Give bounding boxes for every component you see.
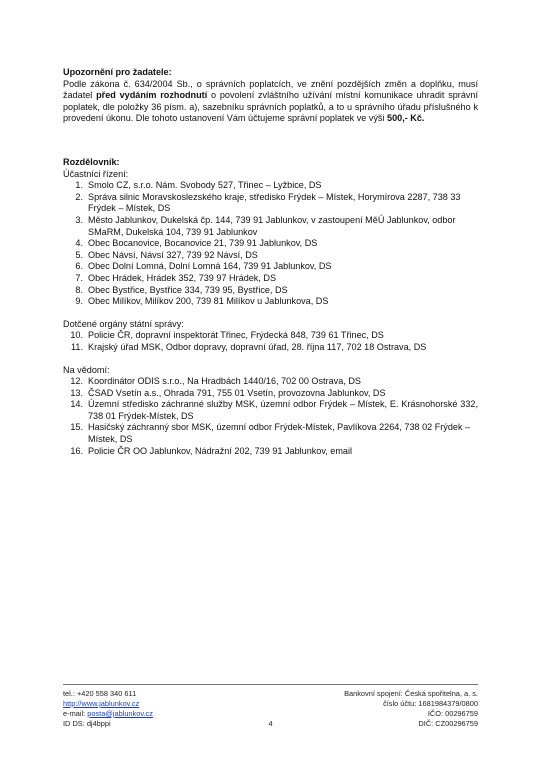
item-text: Obec Hrádek, Hrádek 352, 739 97 Hrádek, DS xyxy=(88,272,277,283)
group-participants xyxy=(63,169,478,308)
item-number: 2. xyxy=(75,191,83,202)
item-text: Správa silnic Moravskoslezského kraje, středisko Frýdek – Místek, Horymírova 2287, 738 33 Frýdek – Místek, DS xyxy=(88,191,461,214)
list-item xyxy=(67,261,478,273)
item-text: Územní středisko záchranné služby MSK, územní odbor Frýdek – Místek, E. Krásnohorské 332, 738 01 Frýdek-Místek, DS xyxy=(88,399,478,421)
notice-emphasis: před vydáním rozhodnutí xyxy=(96,90,208,101)
footer-dic: DIČ: CZ00296759 xyxy=(418,719,478,728)
website-link[interactable]: http://www.jablunkov.cz xyxy=(63,699,140,708)
list-item xyxy=(67,446,478,458)
item-text: ČSAD Vsetín a.s., Ohrada 791, 755 01 Vsetín, provozovna Jablunkov, DS xyxy=(88,387,386,398)
notice-text-1: Podle zákona č. 634/2004 Sb., o správních poplatcích, ve znění pozdějších změn a doplňku, musí žadatel xyxy=(63,78,478,101)
list-item xyxy=(67,376,478,388)
email-link[interactable]: posta@jablunkov.cz xyxy=(87,709,153,718)
item-number: 16. xyxy=(70,445,83,456)
item-number: 6. xyxy=(75,261,83,272)
item-text: Krajský úřad MSK, Odbor dopravy, dopravní úřad, 28. října 117, 702 18 Ostrava, DS xyxy=(88,341,427,352)
list-item xyxy=(67,330,478,342)
item-text: Hasičský záchranný sbor MSK, územní odbor Frýdek-Místek, Pavlíkova 2264, 738 02 Frýdek – Místek, DS xyxy=(88,422,471,445)
list-item xyxy=(67,422,478,445)
group-list xyxy=(63,330,478,353)
group-title: Účastníci řízení: xyxy=(63,168,129,179)
item-number: 15. xyxy=(70,422,83,433)
item-text: Obec Dolní Lomná, Dolní Lomná 164, 739 91 Jablunkov, DS xyxy=(88,261,332,272)
item-text: Smolo CZ, s.r.o. Nám. Svobody 527, Třinec – Lyžbice, DS xyxy=(88,180,322,191)
group-list xyxy=(63,376,478,457)
group-authorities xyxy=(63,319,478,354)
list-item xyxy=(67,296,478,308)
list-item xyxy=(67,215,478,238)
notice-section xyxy=(63,67,478,125)
group-title: Dotčené orgány státní správy: xyxy=(63,318,184,329)
list-item xyxy=(67,180,478,192)
list-item xyxy=(67,273,478,285)
list-item xyxy=(67,238,478,250)
list-item xyxy=(67,192,478,215)
item-text: Město Jablunkov, Dukelská čp. 144, 739 91 Jablunkov, v zastoupení MěÚ Jablunkov, odbor SMaRM, Dukelská 104, 739 91 Jablunkov xyxy=(88,214,456,237)
distribution-heading: Rozdělovník: xyxy=(63,157,120,167)
list-item xyxy=(67,250,478,262)
group-list xyxy=(63,180,478,308)
item-number: 11. xyxy=(71,341,83,352)
item-text: Policie ČR, dopravní inspektorát Třinec, Frýdecká 848, 739 61 Třinec, DS xyxy=(88,330,384,341)
item-number: 8. xyxy=(75,284,83,295)
notice-paragraph xyxy=(63,79,478,125)
item-number: 7. xyxy=(75,272,83,283)
footer-data-box-id: ID DS: dj4bppi xyxy=(63,719,111,728)
item-number: 12. xyxy=(70,376,83,387)
fee-amount: 500,- Kč. xyxy=(387,113,425,124)
list-item xyxy=(67,342,478,354)
email-label: e-mail: xyxy=(63,709,88,718)
footer-email xyxy=(63,709,153,719)
group-for-information xyxy=(63,365,478,458)
item-number: 13. xyxy=(70,387,83,398)
item-text: Obec Bocanovice, Bocanovice 21, 739 91 Jablunkov, DS xyxy=(88,238,318,249)
item-number: 1. xyxy=(75,180,83,191)
footer xyxy=(63,689,478,729)
list-item xyxy=(67,388,478,400)
footer-phone: tel.: +420 558 340 611 xyxy=(63,689,137,698)
list-item xyxy=(67,285,478,297)
item-number: 10. xyxy=(70,330,83,341)
page-number: 4 xyxy=(268,719,273,728)
item-number: 9. xyxy=(75,296,83,307)
item-number: 5. xyxy=(75,249,83,260)
item-number: 3. xyxy=(75,214,83,225)
notice-text-2: o povolení zvláštního užívání místní komunikace uhradit správní poplatek, dle položky 36 písm. a), sazebníku správních poplatků, a to u správního úřadu příslušného k provedení úkonu. Dle tohoto ustanovení Vám účtujeme správní poplatek ve výši xyxy=(63,90,479,124)
distribution-section xyxy=(63,157,478,457)
notice-heading: Upozornění pro žadatele: xyxy=(63,67,172,77)
item-text: Obec Milíkov, Milíkov 200, 739 81 Milíkov u Jablunkova, DS xyxy=(88,296,329,307)
item-text: Obec Návsí, Návsí 327, 739 92 Návsí, DS xyxy=(88,249,258,260)
item-number: 4. xyxy=(75,238,83,249)
list-item xyxy=(67,399,478,422)
footer-bank: Bankovní spojení: Česká spořitelna, a. s. xyxy=(344,689,478,698)
item-text: Policie ČR OO Jablunkov, Nádražní 202, 739 91 Jablunkov, email xyxy=(88,445,353,456)
group-title: Na vědomí: xyxy=(63,364,110,375)
footer-account: číslo účtu: 1681984379/0800 xyxy=(383,699,478,708)
footer-divider xyxy=(63,684,478,685)
item-text: Obec Bystřice, Bystřice 334, 739 95, Bystřice, DS xyxy=(88,284,288,295)
footer-ico: IČO: 00296759 xyxy=(427,709,478,718)
item-number: 14. xyxy=(70,399,83,410)
item-text: Koordinátor ODIS s.r.o., Na Hradbách 1440/16, 702 00 Ostrava, DS xyxy=(88,376,361,387)
